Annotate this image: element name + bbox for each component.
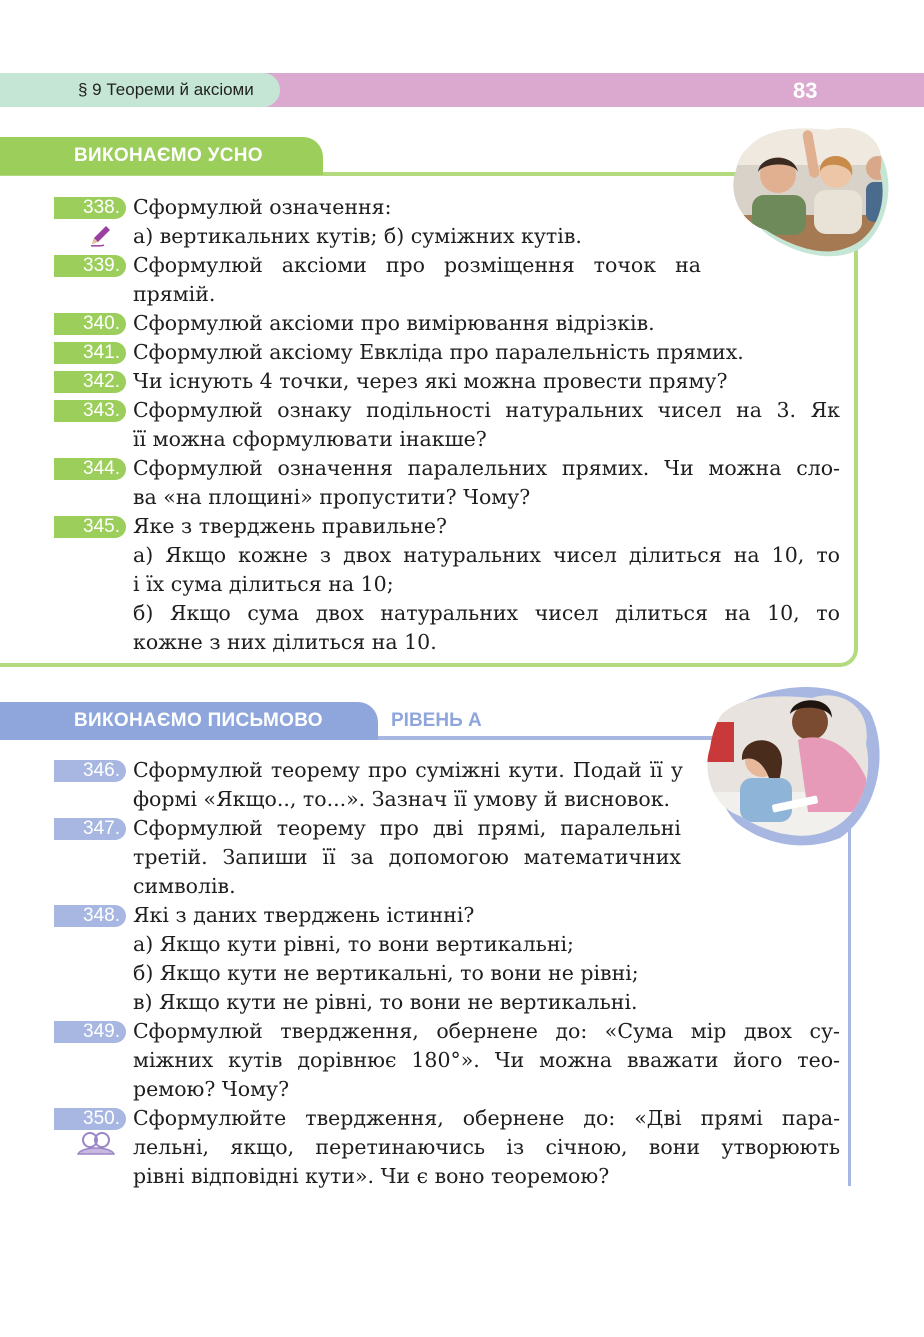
problem-text-line: Сформулюй теорему про дві прямі, паралельні: [133, 816, 681, 840]
problem-text-line: кожне з них ділиться на 10.: [133, 630, 437, 654]
written-section-title: ВИКОНАЄМО ПИСЬМОВО: [74, 710, 323, 731]
problem-text-line: а) вертикальних кутів; б) суміжних кутів.: [133, 224, 582, 248]
problem-text-line: Сформулюйте твердження, обернене до: «Дві прямі пара-: [133, 1106, 840, 1130]
header-section-title: § 9 Теореми й аксіоми: [78, 80, 254, 99]
problem-text-line: а) Якщо кути рівні, то вони вертикальні;: [133, 932, 574, 956]
problem-text-line: формі «Якщо.., то...». Зазнач її умову й висновок.: [133, 787, 671, 811]
problem-number-343: 343.: [54, 400, 126, 422]
problem-text-line: Яке з тверджень правильне?: [133, 514, 447, 538]
problem-number-349: 349.: [54, 1021, 126, 1043]
problem-text-line: Сформулюй означення:: [133, 195, 392, 219]
page-number: 83: [793, 78, 818, 103]
teacher-and-student-photo: [700, 682, 882, 848]
problem-text-line: Які з даних тверджень істинні?: [133, 903, 475, 927]
problem-text-line: третій. Запиши її за допомогою математичних: [133, 845, 681, 869]
oral-section-title: ВИКОНАЄМО УСНО: [74, 145, 263, 166]
problem-number-341: 341.: [54, 342, 126, 364]
level-label: РІВЕНЬ А: [391, 710, 482, 731]
problem-text-line: ремою? Чому?: [133, 1077, 290, 1101]
problem-number-339: 339.: [54, 255, 126, 277]
problem-text-line: в) Якщо кути не рівні, то вони не вертикальні.: [133, 990, 638, 1014]
problem-text-line: рівні відповідні кути». Чи є воно теоремою?: [133, 1164, 610, 1188]
problem-text-line: символів.: [133, 874, 236, 898]
problem-text-line: Сформулюй теорему про суміжні кути. Подай її у: [133, 758, 683, 782]
problem-text-line: Сформулюй твердження, обернене до: «Сума мір двох су-: [133, 1019, 840, 1043]
problem-text-line: прямій.: [133, 282, 216, 306]
problem-text-line: Сформулюй ознаку подільності натуральних чисел на 3. Як: [133, 398, 840, 422]
problem-text-line: і їх сума ділиться на 10;: [133, 572, 394, 596]
problem-text-line: а) Якщо кожне з двох натуральних чисел ділиться на 10, то: [133, 543, 840, 567]
problem-text-line: Сформулюй аксіоми про розміщення точок на: [133, 253, 701, 277]
pair-work-icon: [76, 1130, 116, 1156]
header-band: [250, 73, 924, 107]
problem-text-line: Сформулюй аксіому Евкліда про паралельність прямих.: [133, 340, 744, 364]
problem-text-line: б) Якщо сума двох натуральних чисел ділиться на 10, то: [133, 601, 840, 625]
problem-number-338: 338.: [54, 197, 126, 219]
problem-number-346: 346.: [54, 760, 126, 782]
problem-number-342: 342.: [54, 371, 126, 393]
problem-number-345: 345.: [54, 516, 126, 538]
problem-text-line: б) Якщо кути не вертикальні, то вони не рівні;: [133, 961, 639, 985]
problem-text-line: міжних кутів дорівнює 180°». Чи можна вважати його тео-: [133, 1048, 840, 1072]
problem-text-line: Сформулюй означення паралельних прямих. Чи можна сло-: [133, 456, 840, 480]
problem-text-line: її можна сформулювати інакше?: [133, 427, 487, 451]
pencil-icon: [88, 222, 114, 248]
problem-number-344: 344.: [54, 458, 126, 480]
problem-text-line: лельні, якщо, перетинаючись із січною, вони утворюють: [133, 1135, 840, 1159]
problem-text-line: Сформулюй аксіоми про вимірювання відрізків.: [133, 311, 655, 335]
problem-number-347: 347.: [54, 818, 126, 840]
problem-text-line: Чи існують 4 точки, через які можна провести пряму?: [133, 369, 728, 393]
problem-text-line: ва «на площині» пропустити? Чому?: [133, 485, 531, 509]
problem-number-350: 350.: [54, 1108, 126, 1130]
problem-number-340: 340.: [54, 313, 126, 335]
problem-number-348: 348.: [54, 905, 126, 927]
